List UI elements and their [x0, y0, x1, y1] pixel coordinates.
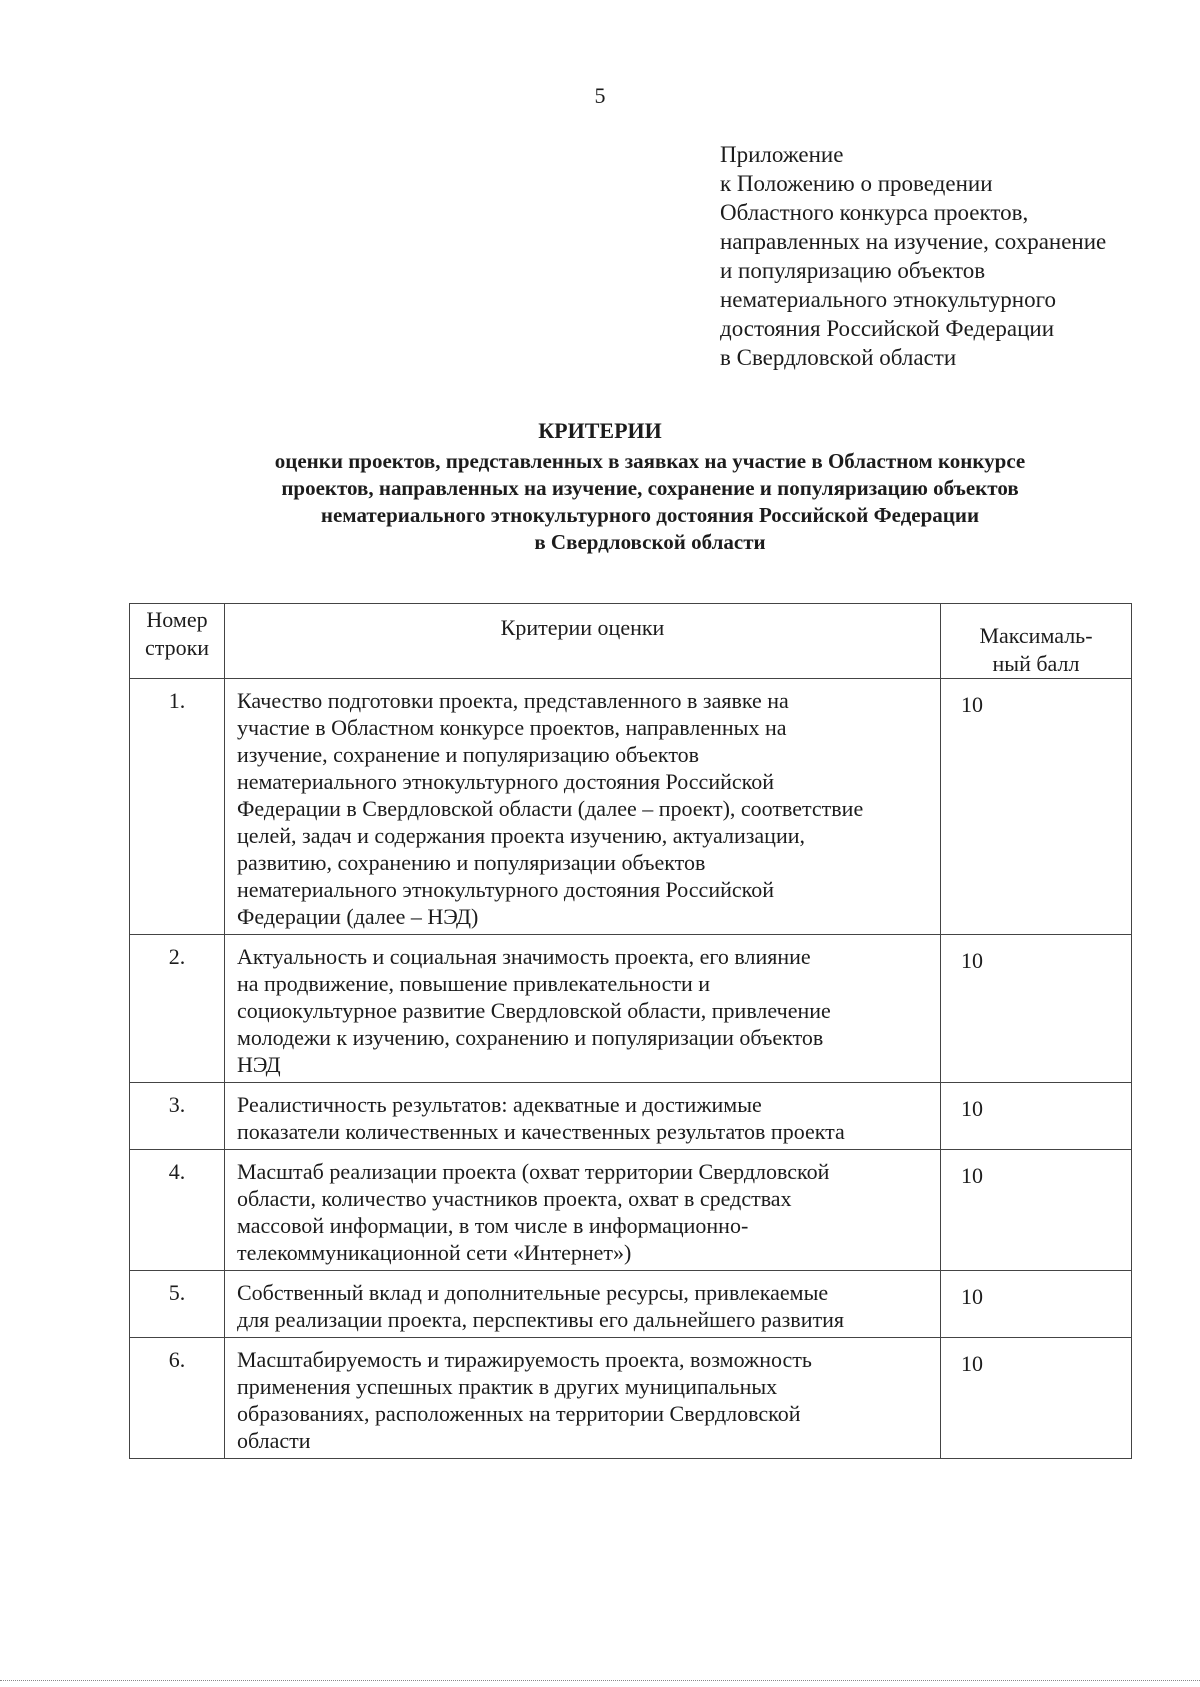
criterion-line: телекоммуникационной сети «Интернет»): [237, 1240, 632, 1265]
criterion-line: социокультурное развитие Свердловской области, привлечение: [237, 998, 831, 1023]
criterion-line: целей, задач и содержания проекта изучению, актуализации,: [237, 823, 805, 848]
criterion-line: применения успешных практик в других муниципальных: [237, 1374, 778, 1399]
max-score: 10: [941, 679, 1132, 935]
header-criteria: Критерии оценки: [225, 604, 941, 679]
criterion-line: Актуальность и социальная значимость проекта, его влияние: [237, 944, 811, 969]
appendix-line: в Свердловской области: [720, 345, 957, 370]
table-row: [130, 679, 1132, 935]
max-score: 10: [941, 1338, 1132, 1459]
table-row: [130, 1338, 1132, 1459]
row-number: 4.: [130, 1150, 225, 1271]
criterion-text: [225, 1083, 941, 1150]
criterion-line: области: [237, 1428, 311, 1453]
row-number: 1.: [130, 679, 225, 935]
criterion-text: [225, 679, 941, 935]
row-number: 2.: [130, 935, 225, 1083]
table-row: [130, 1150, 1132, 1271]
criterion-line: области, количество участников проекта, охват в средствах: [237, 1186, 792, 1211]
max-score: 10: [941, 935, 1132, 1083]
appendix-line: Приложение: [720, 142, 844, 167]
criterion-line: участие в Областном конкурсе проектов, направленных на: [237, 715, 787, 740]
appendix-line: нематериального этнокультурного: [720, 287, 1056, 312]
header-number-line: Номер: [146, 607, 208, 632]
criterion-text: [225, 1271, 941, 1338]
header-max-line: Максималь-: [979, 623, 1093, 648]
appendix-line: к Положению о проведении: [720, 171, 993, 196]
subtitle-line: в Свердловской области: [534, 530, 766, 554]
criterion-line: НЭД: [237, 1052, 281, 1077]
criterion-line: Реалистичность результатов: адекватные и достижимые: [237, 1092, 762, 1117]
header-max-score: [941, 604, 1132, 679]
header-row-number: [130, 604, 225, 679]
criterion-line: образованиях, расположенных на территории Свердловской: [237, 1401, 801, 1426]
criterion-line: молодежи к изучению, сохранению и популяризации объектов: [237, 1025, 824, 1050]
table-row: [130, 1083, 1132, 1150]
criterion-line: показатели количественных и качественных результатов проекта: [237, 1119, 845, 1144]
appendix-line: направленных на изучение, сохранение: [720, 229, 1107, 254]
criterion-line: изучение, сохранение и популяризацию объектов: [237, 742, 700, 767]
document-title: КРИТЕРИИ: [538, 418, 662, 443]
criterion-text: [225, 1150, 941, 1271]
criterion-line: развитию, сохранению и популяризации объектов: [237, 850, 706, 875]
criteria-table: [129, 603, 1132, 1459]
criterion-line: Масштаб реализации проекта (охват территории Свердловской: [237, 1159, 830, 1184]
header-max-line: ный балл: [992, 651, 1080, 676]
criterion-text: [225, 935, 941, 1083]
header-number-line: строки: [144, 635, 210, 660]
max-score: 10: [941, 1150, 1132, 1271]
criterion-line: для реализации проекта, перспективы его дальнейшего развития: [237, 1307, 844, 1332]
appendix-line: Областного конкурса проектов,: [720, 200, 1029, 225]
criterion-line: Качество подготовки проекта, представленного в заявке на: [237, 688, 789, 713]
criterion-line: Федерации (далее – НЭД): [237, 904, 479, 929]
criterion-line: Собственный вклад и дополнительные ресурсы, привлекаемые: [237, 1280, 829, 1305]
criterion-line: нематериального этнокультурного достояния Российской: [237, 877, 774, 902]
criterion-line: массовой информации, в том числе в информационно-: [237, 1213, 749, 1238]
max-score: 10: [941, 1083, 1132, 1150]
row-number: 5.: [130, 1271, 225, 1338]
row-number: 6.: [130, 1338, 225, 1459]
criterion-line: Масштабируемость и тиражируемость проекта, возможность: [237, 1347, 812, 1372]
document-subtitle: [200, 448, 1100, 556]
criterion-line: Федерации в Свердловской области (далее – проект), соответствие: [237, 796, 864, 821]
table-row: [130, 935, 1132, 1083]
subtitle-line: оценки проектов, представленных в заявках на участие в Областном конкурсе: [274, 449, 1026, 473]
criterion-line: на продвижение, повышение привлекательности и: [237, 971, 711, 996]
subtitle-line: нематериального этнокультурного достояния Российской Федерации: [320, 503, 980, 527]
subtitle-line: проектов, направленных на изучение, сохранение и популяризацию объектов: [281, 476, 1019, 500]
criterion-line: нематериального этнокультурного достояния Российской: [237, 769, 774, 794]
page-number: 5: [594, 83, 606, 108]
appendix-block: [720, 140, 1170, 372]
appendix-line: достояния Российской Федерации: [720, 316, 1055, 341]
row-number: 3.: [130, 1083, 225, 1150]
criterion-text: [225, 1338, 941, 1459]
max-score: 10: [941, 1271, 1132, 1338]
table-row: [130, 1271, 1132, 1338]
table-header-row: [130, 604, 1132, 679]
appendix-line: и популяризацию объектов: [720, 258, 986, 283]
scan-bottom-edge: [0, 1680, 1200, 1681]
